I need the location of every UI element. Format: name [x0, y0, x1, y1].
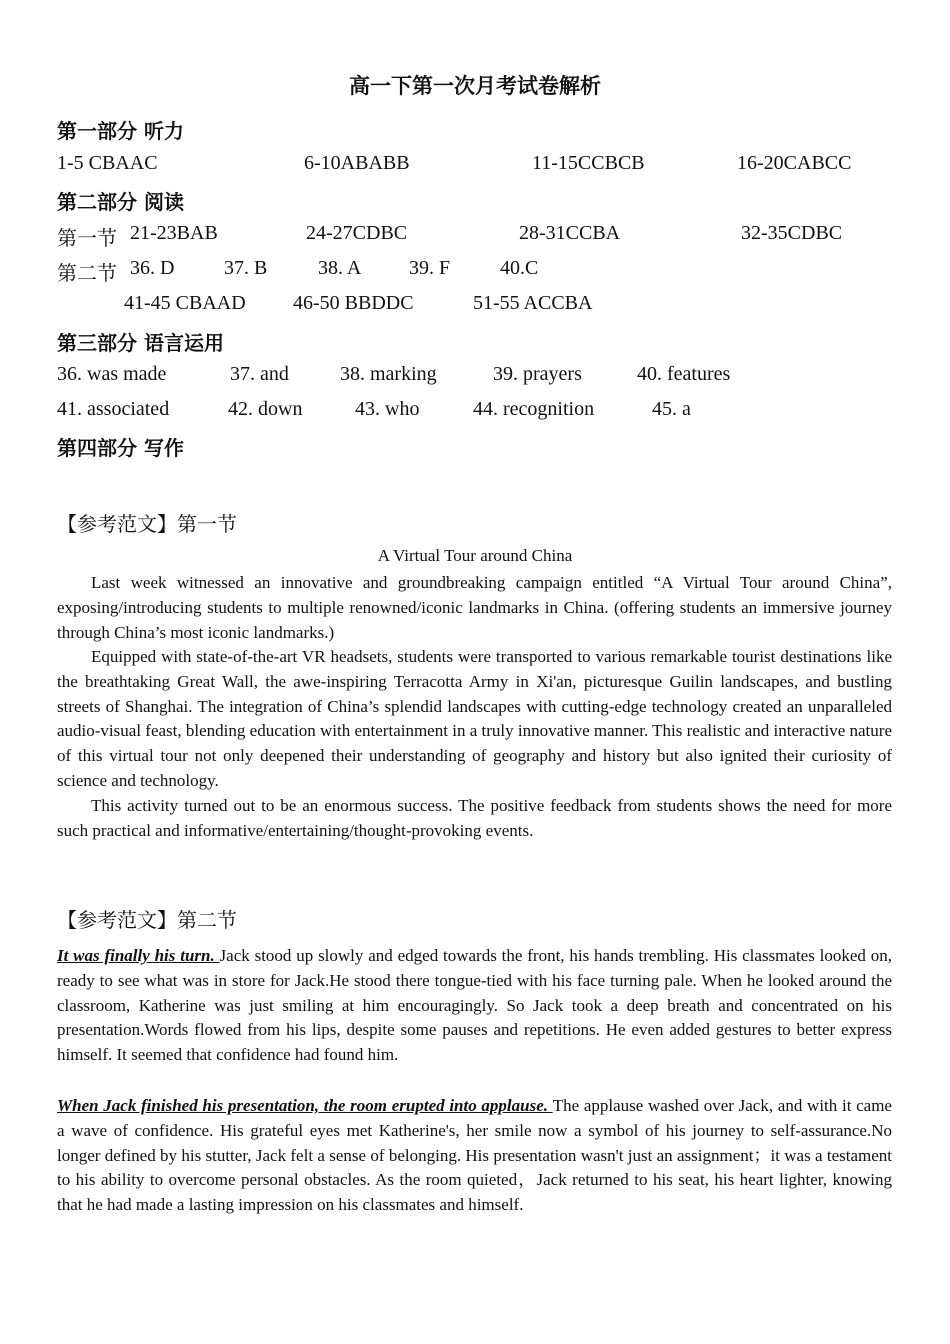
story-paragraph: [57, 1094, 892, 1218]
answer-group: 1-5 CBAAC: [57, 152, 158, 174]
story-body: Jack stood up slowly and edged towards the front, his hands trembling. His classmates looked on, ready to see what was in store for Jack.He stood there tongue-tied with his face turning pale. When he looked around the classroom, Katherine was just smiling at him encouragingly. So Jack took a deep breath and concentrated on his presentation.Words flowed from his lips, despite some pauses and repetitions. He even added gestures to better express himself. It seemed that confidence had found him.: [57, 946, 892, 1065]
story-body: The applause washed over Jack, and with it came a wave of confidence. His grateful eyes met Katherine's, her smile now a symbol of his journey to self-assurance.No longer defined by his stutter, Jack felt a sense of belonging. His presentation wasn't just an assignment；it was a testament to his ability to overcome personal obstacles. As the room quieted，Jack returned to his seat, his heart lighter, knowing that he had made a lasting impression on his classmates and himself.: [57, 1096, 892, 1215]
essay-paragraph: This activity turned out to be an enormous success. The positive feedback from students shows the need for more such practical and informative/entertaining/thought-provoking events.: [57, 796, 892, 840]
answer-item: 40. features: [637, 363, 731, 385]
essay-title: A Virtual Tour around China: [377, 546, 573, 565]
sample2-heading: 【参考范文】第二节: [57, 908, 237, 932]
answer-item: 39. prayers: [493, 363, 582, 385]
page-title: 高一下第一次月考试卷解析: [349, 74, 601, 98]
story-lead-sentence: It was finally his turn.: [57, 946, 220, 965]
section2-label: 第二节: [57, 261, 117, 285]
part2-section1-answers: [0, 222, 950, 248]
part1-heading: 第一部分 听力: [57, 119, 184, 143]
answer-item: 41. associated: [57, 398, 170, 420]
part3-row1: [0, 363, 950, 389]
answer-group: 32-35CDBC: [741, 222, 843, 244]
essay-paragraph: Last week witnessed an innovative and groundbreaking campaign entitled “A Virtual Tour around China”, exposing/introducing students to multiple renowned/iconic landmarks in China. (offering students an immersive journey through China’s most iconic landmarks.): [57, 573, 892, 642]
answer-item: 40.C: [500, 257, 539, 279]
part2-cloze-answers: [0, 292, 950, 318]
answer-item: 36. D: [130, 257, 175, 279]
part2-section2-answers: [0, 257, 950, 283]
answer-group: 46-50 BBDDC: [293, 292, 414, 314]
answer-group: 24-27CDBC: [306, 222, 408, 244]
answer-item: 45. a: [652, 398, 691, 420]
answer-item: 42. down: [228, 398, 303, 420]
answer-group: 11-15CCBCB: [532, 152, 645, 174]
answer-item: 37. B: [224, 257, 268, 279]
part3-heading: 第三部分 语言运用: [57, 331, 224, 355]
part4-heading: 第四部分 写作: [57, 436, 184, 460]
section1-label: 第一节: [57, 226, 117, 250]
answer-group: 28-31CCBA: [519, 222, 621, 244]
answer-group: 51-55 ACCBA: [473, 292, 593, 314]
answer-item: 38. marking: [340, 363, 437, 385]
part3-row2: [0, 398, 950, 424]
answer-group: 16-20CABCC: [737, 152, 852, 174]
part1-answers: [0, 152, 950, 178]
answer-item: 36. was made: [57, 363, 167, 385]
answer-group: 6-10ABABB: [304, 152, 410, 174]
answer-item: 43. who: [355, 398, 420, 420]
part2-heading: 第二部分 阅读: [57, 190, 184, 214]
answer-item: 39. F: [409, 257, 451, 279]
story-lead-sentence: When Jack finished his presentation, the room erupted into applause.: [57, 1096, 553, 1115]
answer-item: 38. A: [318, 257, 362, 279]
answer-group: 21-23BAB: [130, 222, 218, 244]
answer-item: 37. and: [230, 363, 289, 385]
story-paragraph: [57, 944, 892, 1068]
sample1-heading: 【参考范文】第一节: [57, 512, 237, 536]
answer-item: 44. recognition: [473, 398, 595, 420]
answer-group: 41-45 CBAAD: [124, 292, 246, 314]
essay-paragraph: Equipped with state-of-the-art VR headsets, students were transported to various remarkable tourist destinations like the breathtaking Great Wall, the awe-inspiring Terracotta Army in Xi'an, picturesque Guilin landscapes, and bustling streets of Shanghai. The integration of China’s splendid landscapes with cutting-edge technology created an unparalleled audio-visual feast, blending education with entertainment in a truly innovative manner. This realistic and interactive nature of this virtual tour not only deepened their understanding of geography and history but also ignited their curiosity of science and technology.: [57, 647, 892, 790]
